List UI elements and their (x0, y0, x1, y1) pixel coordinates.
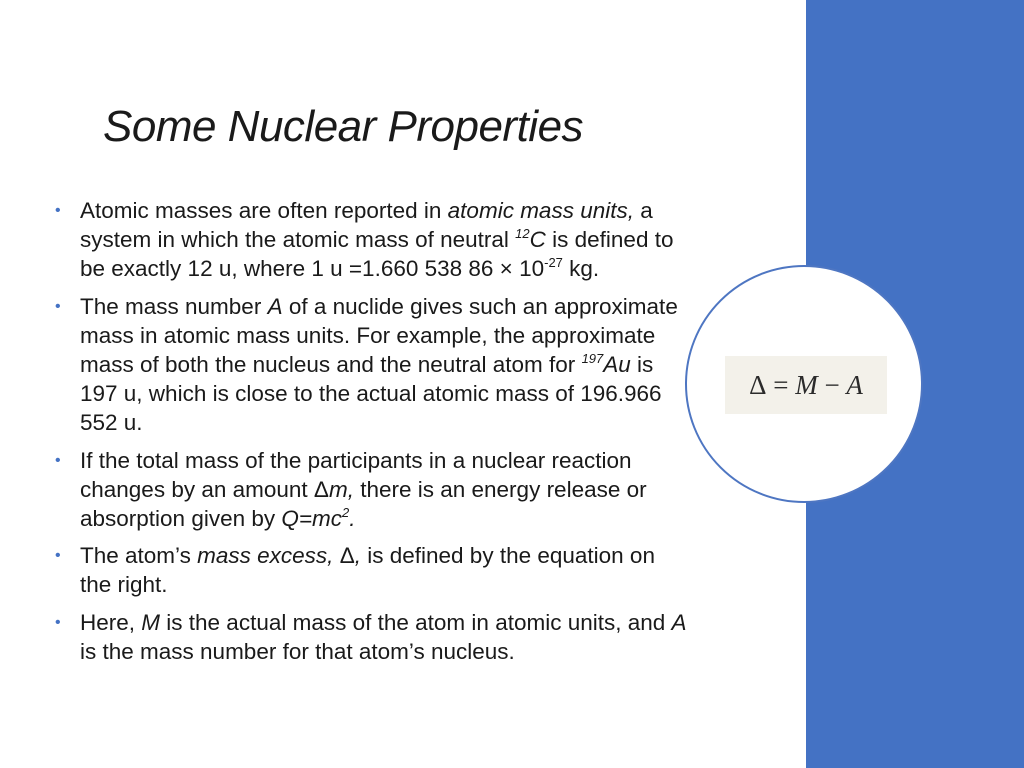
bullet-marker: • (55, 613, 61, 631)
bullet-mass-excess: • The atom’s mass excess, Δ, is defined by the equation on the right. (55, 543, 655, 598)
bullet-marker: • (55, 202, 61, 219)
bullet-list (52, 196, 692, 674)
bullet-marker: • (55, 297, 61, 315)
mass-excess-equation: Δ = M − A (725, 356, 887, 414)
bullet-definitions: • Here, M is the actual mass of the atom in atomic units, and A is the mass number for that atom’s nucleus. (55, 609, 687, 664)
bullet-energy-release: • If the total mass of the participants in a nuclear reaction changes by an amount Δm, there is an energy release or absorption given by $Q=mc^2$. (55, 447, 647, 532)
bullet-marker: • (55, 547, 61, 565)
slide-title: Some Nuclear Properties (103, 102, 584, 151)
bullet-mass-number: • The mass number A of a nuclide gives such an approximate mass in atomic mass units. For example, the approximate mass of both the nucleus and the neutral atom for $^{197}$Au is 197 u, which is close to the actual atomic mass of 196.966 552 u. (55, 293, 678, 436)
bullet-marker: • (55, 451, 61, 469)
bullet-atomic-mass-units: • Atomic masses are often reported in atomic mass units, a system in which the atomic mass of neutral $^{12}$C is defined to be exactly 12 u, where 1 u =1.660 538 $86 \times 10^{-27}$ kg. (55, 198, 674, 282)
